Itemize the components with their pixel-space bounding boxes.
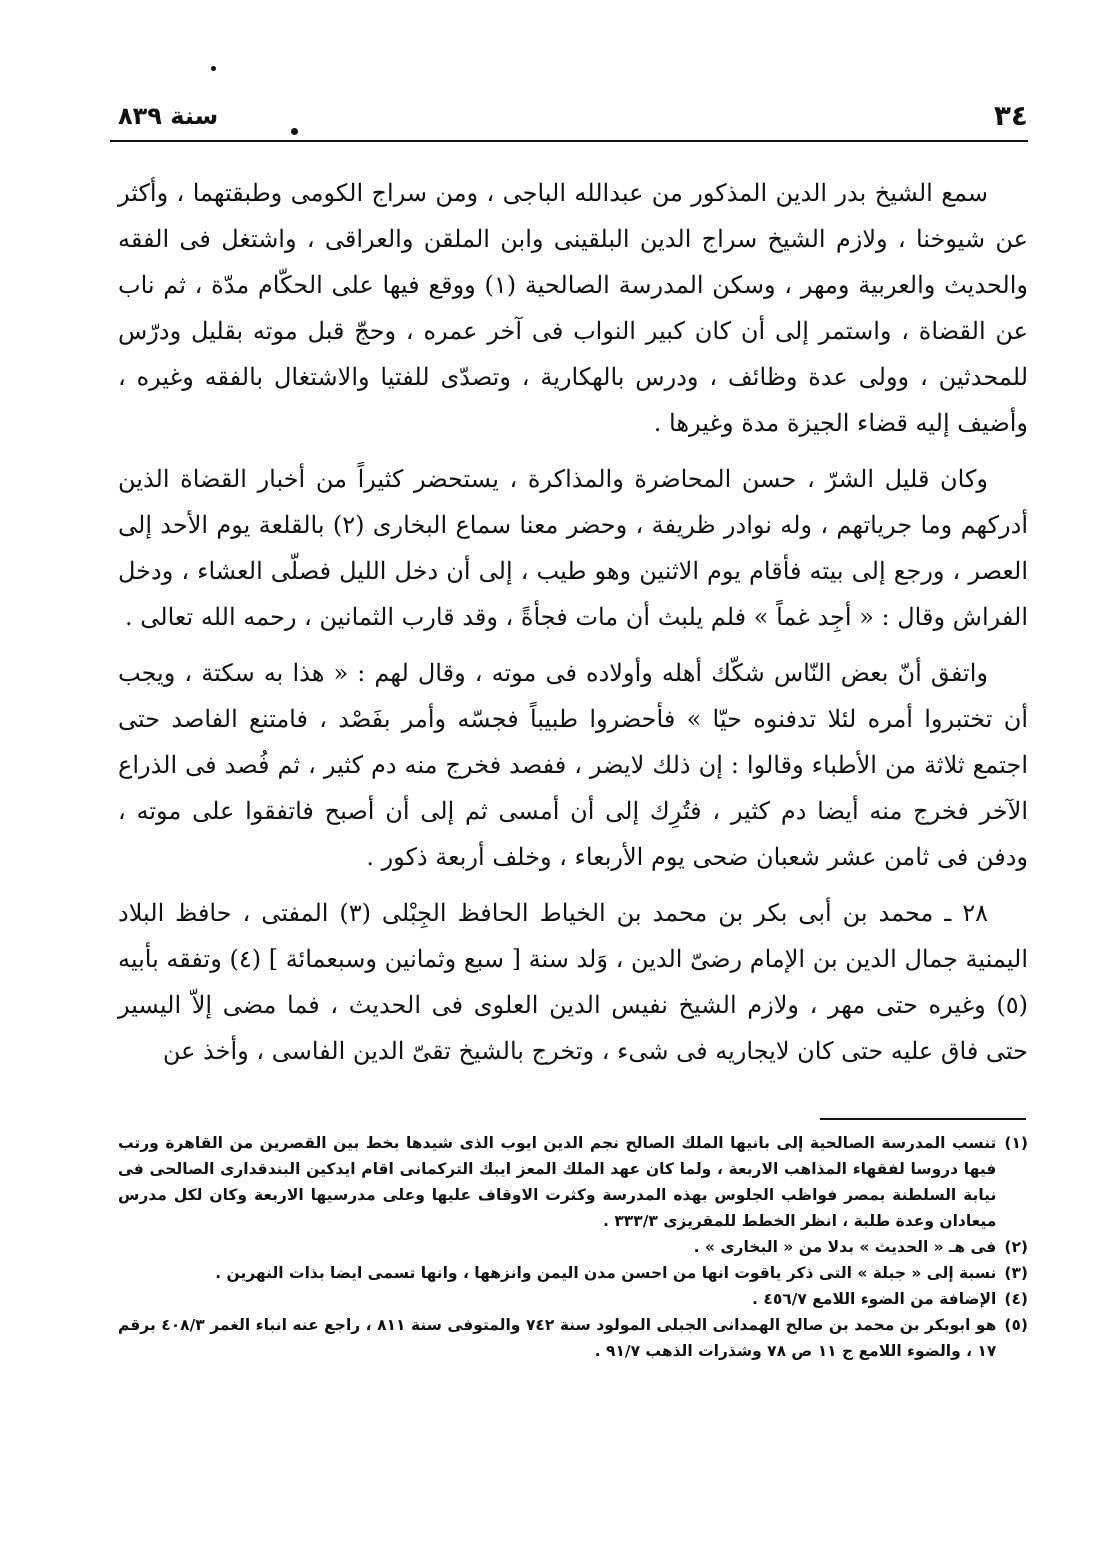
paragraph-3: واتفق أنّ بعض النّاس شكّك أهله وأولاده فى موته ، وقال لهم : « هذا به سكتة ، ويجب أن تختبروا أمره لئلا تدفنوه حيّا » فأحضروا طبيباً فجسّه وأمر بفَصْد ، فامتنع الفاصد حتى اجتمع ثلاثة من الأطباء وقالوا : إن ذلك لايضر ، ففصد فخرج منه دم كثير ، ثم فُصد فى الذراع الآخر فخرج منه أيضا دم كثير ، فتُرِك إلى أن أمسى ثم إلى أن أصبح فاتفقوا على موته ، ودفن فى ثامن عشر شعبان ضحى يوم الأربعاء ، وخلف أربعة ذكور . bbox=[118, 659, 1029, 871]
footnote-marker: (٥) bbox=[1004, 1316, 1028, 1334]
running-title-year: سنة ٨٣٩ bbox=[118, 102, 219, 130]
footnote-text: فى هـ « الحديث » بدلا من « البخارى » . bbox=[693, 1238, 997, 1256]
footnote-2 bbox=[118, 1234, 1028, 1260]
footnote-1 bbox=[118, 1130, 1028, 1234]
paragraph-4-biography-28: ٢٨ ـ محمد بن أبى بكر بن محمد بن الخياط الحافظ الجِبْلى (٣) المفتى ، حافظ البلاد اليمنية جمال الدين بن الإمام رضىّ الدين ، وَلد سنة [ سبع وثمانين وسبعمائة ] (٤) وتفقه بأبيه (٥) وغيره حتى مهر ، ولازم الشيخ نفيس الدين العلوى فى الحديث ، فما مضى إلاّ اليسير حتى فاق عليه حتى كان لايجاريه فى شىء ، وتخرج بالشيخ تقىّ الدين الفاسى ، وأخذ عن bbox=[117, 899, 1028, 1065]
footnote-marker: (١) bbox=[1004, 1134, 1028, 1152]
running-header bbox=[118, 96, 1028, 140]
ink-speck bbox=[291, 128, 298, 135]
footnote-text: تنسب المدرسة الصالحية إلى بانيها الملك الصالح نجم الدين ايوب الذى شيدها بخط بين القصرين من القاهرة ورتب فيها دروسا لفقهاء المذاهب الاربعة ، ولما كان عهد الملك المعز ايبك التركمانى اقام ايدكين البندقدارى الصالحى فى نيابة السلطنة بمصر فواظب الجلوس بهذه المدرسة وكثرت الاوقاف عليها وعلى مدرسيها الاربعة وكان لكل مدرس ميعادان وعدة طلبة ، انظر الخطط للمقريزى ٣٣٣/٣ . bbox=[118, 1134, 997, 1230]
footnote-separator bbox=[820, 1118, 1026, 1120]
footnote-text: نسبة إلى « جبلة » التى ذكر ياقوت انها من احسن مدن اليمن وانزهها ، وانها تسمى ايضا بذات النهرين . bbox=[215, 1264, 997, 1282]
footnote-marker: (٤) bbox=[1004, 1290, 1028, 1308]
page-number: ٣٤ bbox=[993, 99, 1028, 132]
header-rule bbox=[110, 140, 1028, 142]
paragraph-2: وكان قليل الشرّ ، حسن المحاضرة والمذاكرة ، يستحضر كثيراً من أخبار القضاة الذين أدركهم وما جرياتهم ، وله نوادر ظريفة ، وحضر معنا سماع البخارى (٢) بالقلعة يوم الأحد إلى العصر ، ورجع إلى بيته فأقام يوم الاثنين وهو طيب ، إلى أن دخل الليل فصلّى العشاء ، ودخل الفراش وقال : « أجِد غماً » فلم يلبث أن مات فجأةً ، وقد قارب الثمانين ، رحمه الله تعالى . bbox=[118, 465, 1028, 631]
footnote-5 bbox=[118, 1312, 1028, 1364]
main-text bbox=[118, 170, 1028, 1084]
footnote-text: هو ابوبكر بن محمد بن صالح الهمدانى الجبلى المولود سنة ٧٤٢ والمتوفى سنة ٨١١ ، راجع عنه انباء الغمر ٤٠٨/٣ برقم ١٧ ، والضوء اللامع ج ١١ ص ٧٨ وشذرات الذهب ٩١/٧ . bbox=[118, 1316, 997, 1360]
footnotes bbox=[118, 1130, 1028, 1364]
ink-speck bbox=[211, 66, 216, 71]
footnote-text: الإضافة من الضوء اللامع ٤٥٦/٧ . bbox=[752, 1290, 997, 1308]
paragraph-1: سمع الشيخ بدر الدين المذكور من عبدالله الباجى ، ومن سراج الكومى وطبقتهما ، وأكثر عن شيوخنا ، ولازم الشيخ سراج الدين البلقينى وابن الملقن والعراقى ، واشتغل فى الفقه والحديث والعربية ومهر ، وسكن المدرسة الصالحية (١) ووقع فيها على الحكّام مدّة ، ثم ناب عن القضاة ، واستمر إلى أن كان كبير النواب فى آخر عمره ، وحجّ قبل موته بقليل ودرّس للمحدثين ، وولى عدة وظائف ، ودرس بالهكارية ، وتصدّى للفتيا والاشتغال بالفقه وغيره ، وأضيف إليه قضاء الجيزة مدة وغيرها . bbox=[118, 179, 1029, 437]
footnote-3 bbox=[118, 1260, 1028, 1286]
footnote-marker: (٢) bbox=[1004, 1238, 1028, 1256]
footnote-marker: (٣) bbox=[1004, 1264, 1028, 1282]
footnote-4 bbox=[118, 1286, 1028, 1312]
